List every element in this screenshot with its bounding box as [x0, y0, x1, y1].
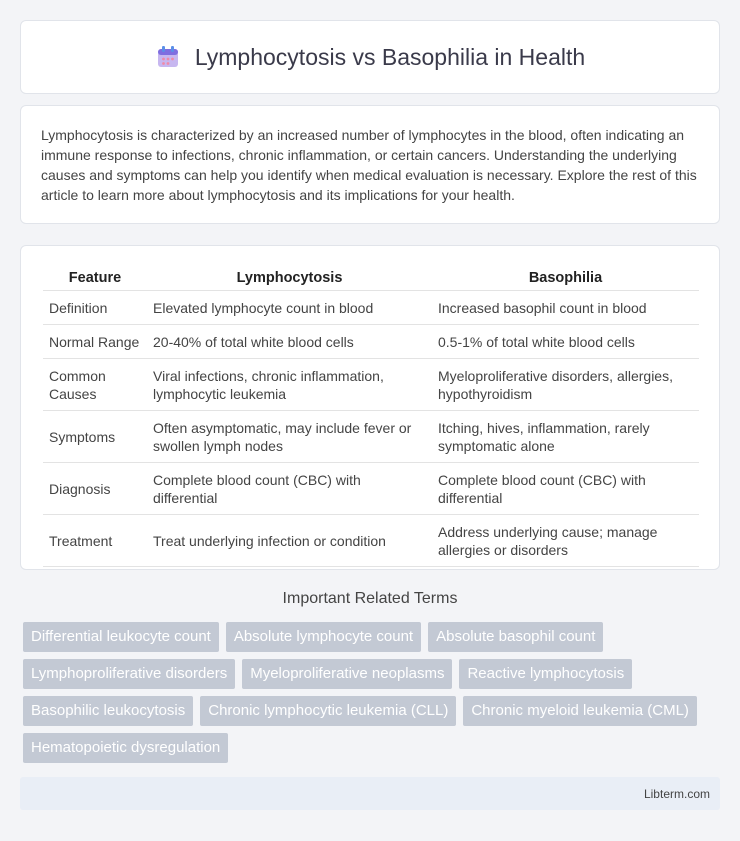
lymphocytosis-cell: Elevated lymphocyte count in blood [147, 290, 432, 324]
lymphocytosis-cell: Viral infections, chronic inflammation, lymphocytic leukemia [147, 358, 432, 410]
related-term-tag[interactable]: Basophilic leukocytosis [23, 696, 193, 726]
intro-card [20, 105, 720, 224]
basophilia-cell: Increased basophil count in blood [432, 290, 699, 324]
calendar-icon [155, 44, 181, 70]
table-row [43, 324, 699, 358]
basophilia-cell: Complete blood count (CBC) with differential [432, 462, 699, 514]
related-term-tag[interactable]: Absolute lymphocyte count [226, 622, 421, 652]
table-row [43, 410, 699, 462]
lymphocytosis-cell: 20-40% of total white blood cells [147, 324, 432, 358]
basophilia-cell: Itching, hives, inflammation, rarely symptomatic alone [432, 410, 699, 462]
feature-cell: Symptoms [43, 410, 147, 462]
intro-text: Lymphocytosis is characterized by an increased number of lymphocytes in the blood, often indicating an immune response to infections, chronic inflammation, or certain cancers. Understanding the underlying causes and symptoms can help you identify when medical evaluation is necessary. Explore the rest of this article to learn more about lymphocytosis and its implications for your health. [41, 127, 697, 203]
table-row [43, 358, 699, 410]
column-header-feature: Feature [43, 266, 147, 290]
related-term-tag[interactable]: Reactive lymphocytosis [459, 659, 632, 689]
lymphocytosis-cell: Treat underlying infection or condition [147, 514, 432, 566]
related-term-tag[interactable]: Chronic myeloid leukemia (CML) [463, 696, 697, 726]
basophilia-cell: Address underlying cause; manage allergies or disorders [432, 514, 699, 566]
lymphocytosis-cell: Complete blood count (CBC) with differential [147, 462, 432, 514]
related-term-tag[interactable]: Differential leukocyte count [23, 622, 219, 652]
related-term-tag[interactable]: Myeloproliferative neoplasms [242, 659, 452, 689]
comparison-table [43, 266, 699, 567]
feature-cell: Normal Range [43, 324, 147, 358]
footer-site-link[interactable]: Libterm.com [643, 786, 710, 801]
table-header-row [43, 266, 699, 290]
table-row [43, 514, 699, 566]
related-terms-list [23, 622, 723, 763]
feature-cell: Definition [43, 290, 147, 324]
related-term-tag[interactable]: Absolute basophil count [428, 622, 603, 652]
title-wrap [155, 44, 585, 71]
column-header-basophilia: Basophilia [432, 266, 699, 290]
table-row [43, 462, 699, 514]
table-row [43, 290, 699, 324]
lymphocytosis-cell: Often asymptomatic, may include fever or swollen lymph nodes [147, 410, 432, 462]
comparison-table-card [20, 245, 720, 570]
header-card [20, 20, 720, 94]
basophilia-cell: Myeloproliferative disorders, allergies, hypothyroidism [432, 358, 699, 410]
related-terms-title: Important Related Terms [282, 590, 458, 607]
feature-cell: Diagnosis [43, 462, 147, 514]
related-term-tag[interactable]: Lymphoproliferative disorders [23, 659, 235, 689]
footer [20, 777, 720, 810]
page-title: Lymphocytosis vs Basophilia in Health [194, 43, 586, 70]
feature-cell: Treatment [43, 514, 147, 566]
related-term-tag[interactable]: Hematopoietic dysregulation [23, 733, 228, 763]
feature-cell: Common Causes [43, 358, 147, 410]
related-term-tag[interactable]: Chronic lymphocytic leukemia (CLL) [200, 696, 456, 726]
basophilia-cell: 0.5-1% of total white blood cells [432, 324, 699, 358]
column-header-lymphocytosis: Lymphocytosis [147, 266, 432, 290]
